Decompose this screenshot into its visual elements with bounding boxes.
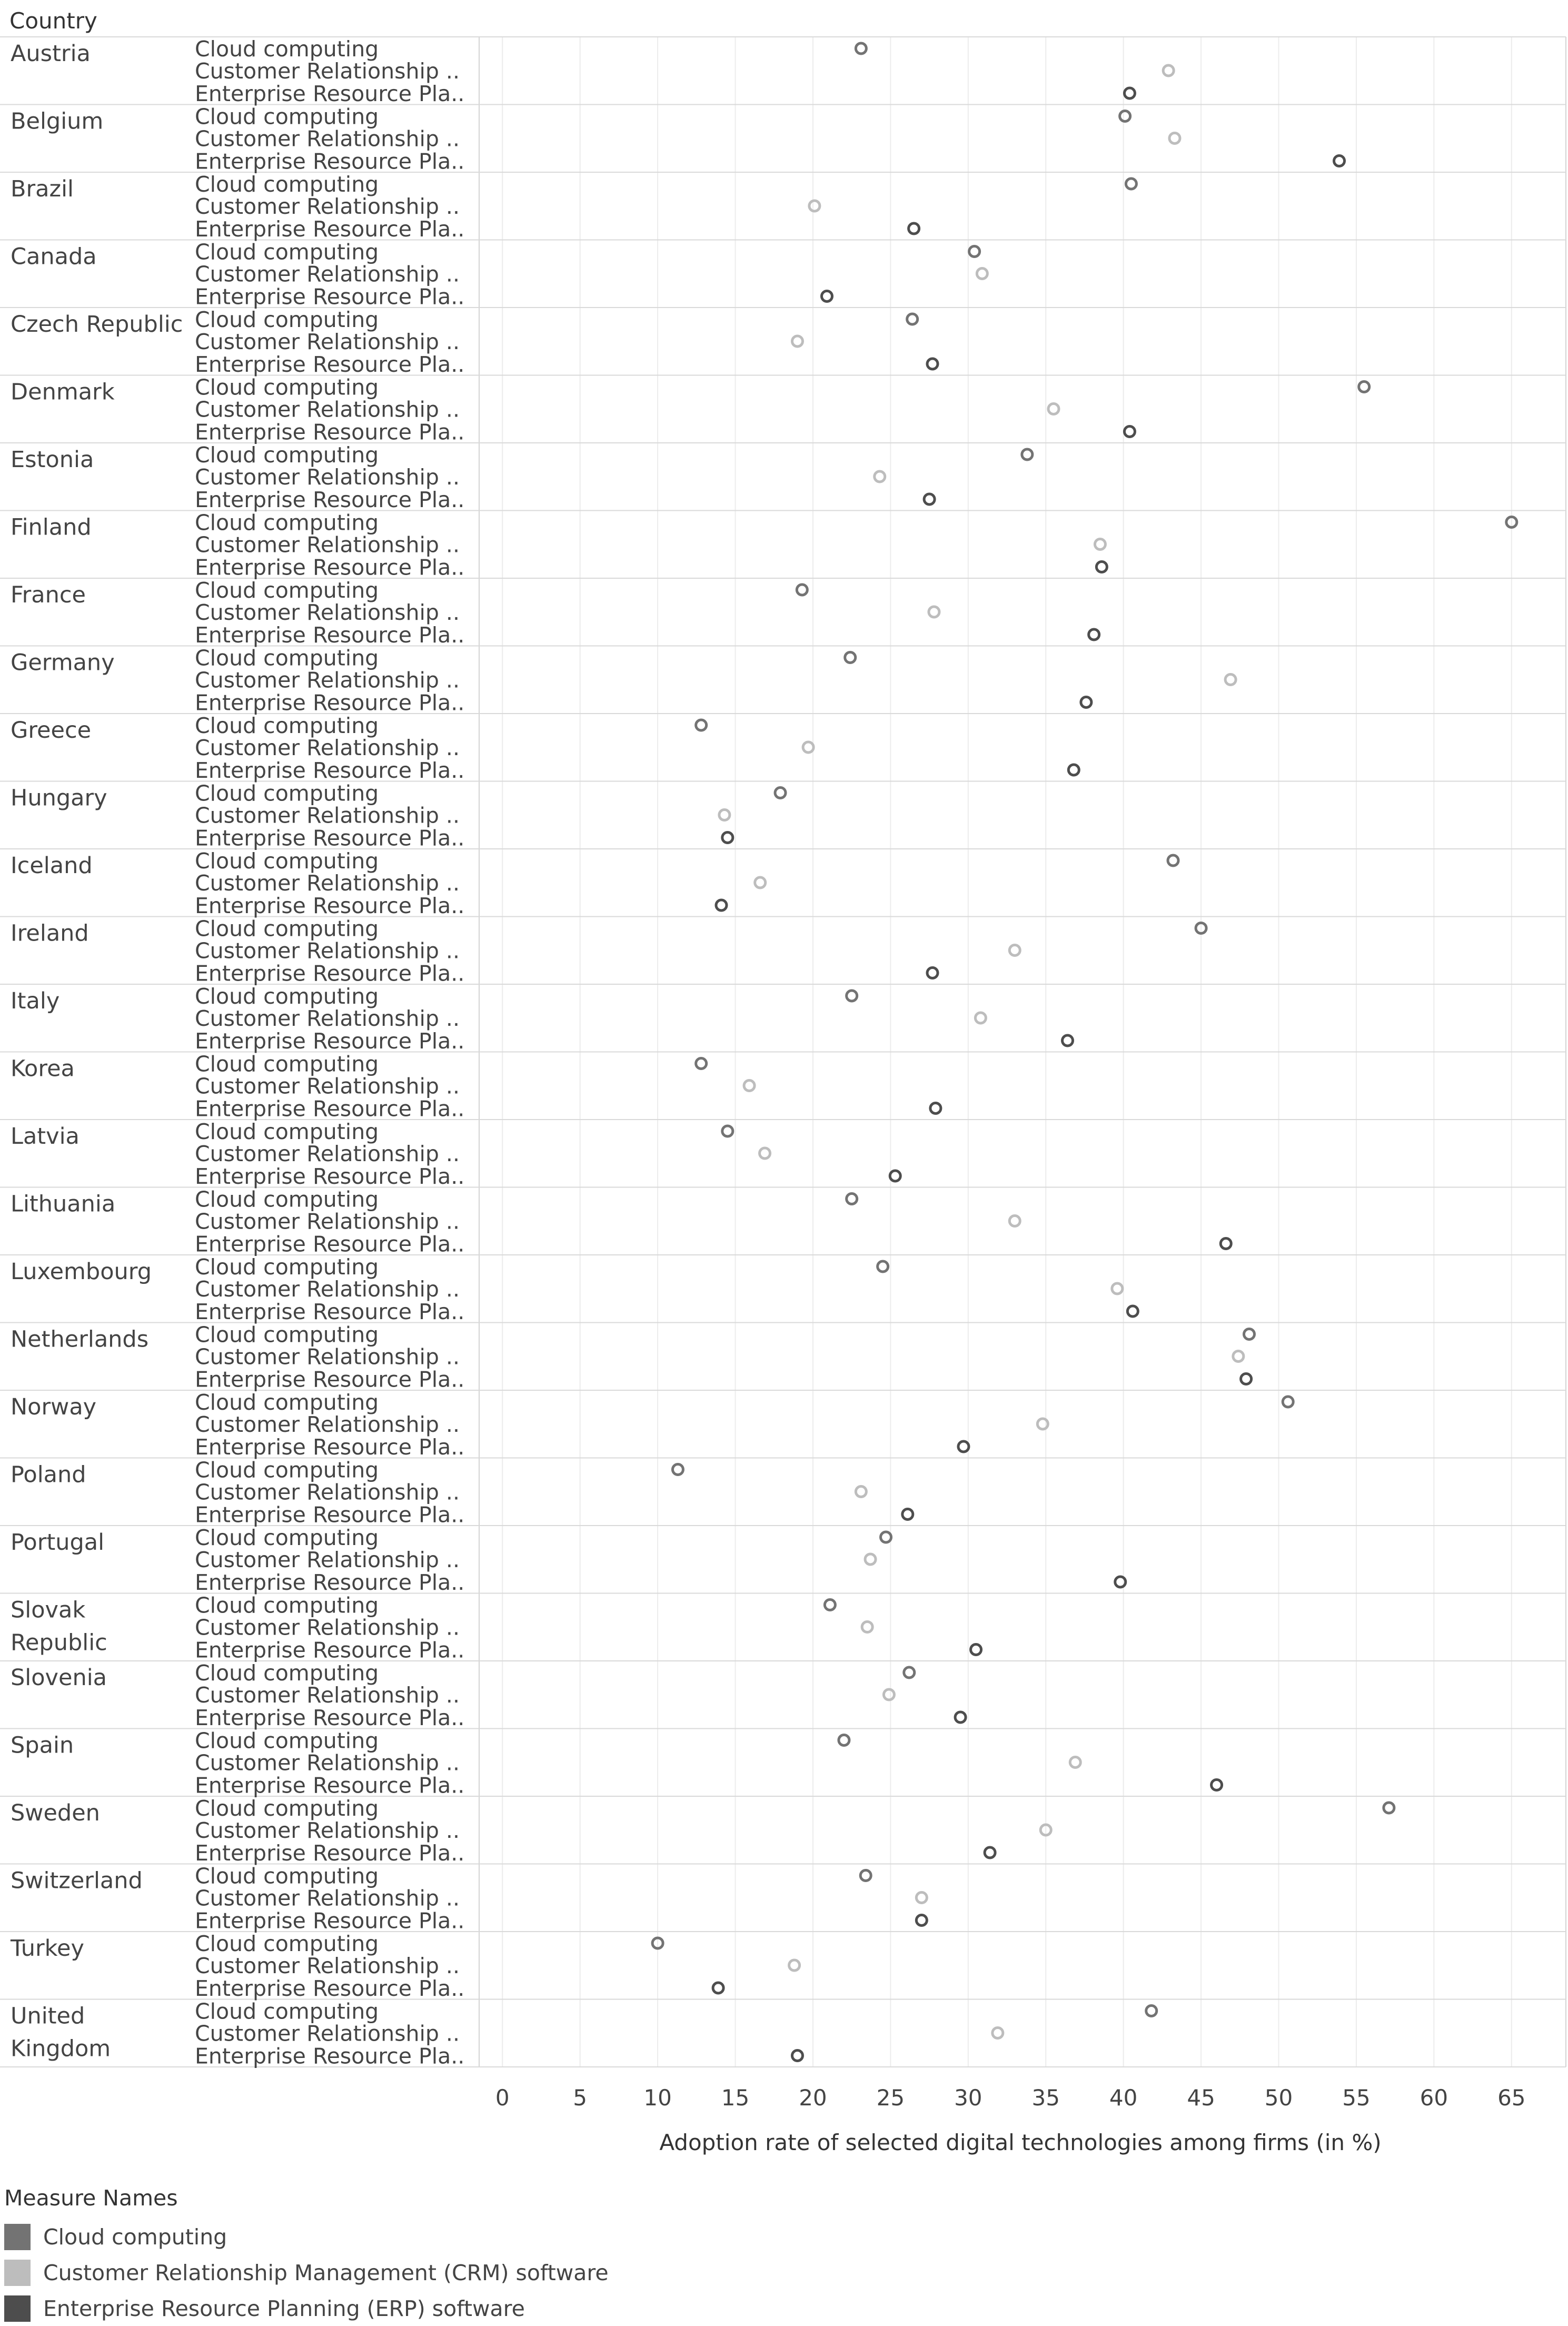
data-point-erp bbox=[902, 1509, 913, 1520]
country-label: Netherlands bbox=[11, 1326, 149, 1353]
country-label: Sweden bbox=[11, 1800, 100, 1826]
data-point-erp bbox=[1212, 1780, 1222, 1790]
data-point-cloud bbox=[797, 585, 807, 595]
data-point-crm bbox=[719, 810, 730, 820]
x-tick-label: 50 bbox=[1264, 2085, 1293, 2111]
measure-label: Enterprise Resource Pla.. bbox=[195, 1434, 465, 1460]
data-point-erp bbox=[985, 1847, 995, 1858]
data-point-crm bbox=[809, 201, 820, 211]
measure-label: Enterprise Resource Pla.. bbox=[195, 825, 465, 851]
country-label: Estonia bbox=[11, 447, 94, 473]
data-point-cloud bbox=[1126, 179, 1136, 189]
measure-label: Cloud computing bbox=[195, 36, 379, 62]
data-point-crm bbox=[977, 269, 987, 279]
legend-label-crm: Customer Relationship Management (CRM) software bbox=[43, 2260, 609, 2285]
data-point-cloud bbox=[1168, 855, 1178, 866]
measure-label: Cloud computing bbox=[195, 1728, 379, 1754]
data-point-crm bbox=[865, 1554, 876, 1565]
measure-label: Customer Relationship .. bbox=[195, 735, 460, 760]
measure-label: Enterprise Resource Pla.. bbox=[195, 1570, 465, 1595]
country-label: France bbox=[11, 582, 86, 608]
data-point-cloud bbox=[775, 788, 786, 798]
measure-label: Enterprise Resource Pla.. bbox=[195, 961, 465, 986]
measure-label: Enterprise Resource Pla.. bbox=[195, 352, 465, 377]
x-tick-label: 45 bbox=[1187, 2085, 1215, 2111]
measure-label: Customer Relationship .. bbox=[195, 464, 460, 490]
measure-label: Enterprise Resource Pla.. bbox=[195, 1705, 465, 1730]
country-label: Ireland bbox=[11, 920, 89, 947]
data-point-cloud bbox=[881, 1532, 891, 1542]
measure-label: Cloud computing bbox=[195, 713, 379, 738]
measure-label: Customer Relationship .. bbox=[195, 1141, 460, 1166]
x-tick-label: 40 bbox=[1109, 2085, 1138, 2111]
measure-label: Customer Relationship .. bbox=[195, 261, 460, 287]
data-point-crm bbox=[789, 1960, 800, 1971]
data-point-crm bbox=[1037, 1419, 1048, 1429]
measure-label: Enterprise Resource Pla.. bbox=[195, 2043, 465, 2069]
data-point-crm bbox=[755, 877, 766, 888]
measure-label: Customer Relationship .. bbox=[195, 397, 460, 422]
measure-label: Enterprise Resource Pla.. bbox=[195, 149, 465, 174]
country-label: Luxembourg bbox=[11, 1259, 152, 1285]
x-tick-label: 5 bbox=[573, 2085, 588, 2111]
data-point-cloud bbox=[825, 1600, 835, 1610]
data-point-erp bbox=[716, 900, 727, 910]
measure-label: Cloud computing bbox=[195, 1863, 379, 1889]
measure-label: Enterprise Resource Pla.. bbox=[195, 555, 465, 580]
data-point-crm bbox=[1009, 1216, 1020, 1226]
data-point-crm bbox=[1112, 1283, 1123, 1294]
data-point-cloud bbox=[860, 1870, 871, 1881]
data-point-erp bbox=[924, 494, 935, 504]
data-point-crm bbox=[929, 607, 939, 617]
data-point-erp bbox=[971, 1645, 981, 1655]
data-point-crm bbox=[792, 336, 802, 347]
data-point-erp bbox=[821, 291, 832, 302]
measure-label: Cloud computing bbox=[195, 239, 379, 265]
data-point-crm bbox=[916, 1893, 927, 1903]
measure-label: Customer Relationship .. bbox=[195, 1615, 460, 1640]
country-label: Germany bbox=[11, 649, 115, 676]
legend-label-erp: Enterprise Resource Planning (ERP) software bbox=[43, 2296, 525, 2321]
data-point-cloud bbox=[1359, 382, 1369, 392]
data-point-cloud bbox=[904, 1667, 915, 1678]
legend-item-crm bbox=[4, 2259, 609, 2287]
data-point-cloud bbox=[847, 1194, 857, 1204]
data-point-erp bbox=[955, 1712, 966, 1723]
data-point-crm bbox=[1070, 1757, 1080, 1768]
country-label: Portugal bbox=[11, 1529, 105, 1556]
measure-label: Enterprise Resource Pla.. bbox=[195, 216, 465, 242]
country-label: Greece bbox=[11, 717, 92, 744]
data-point-erp bbox=[909, 223, 919, 234]
country-label: Slovenia bbox=[11, 1665, 107, 1691]
x-tick-label: 20 bbox=[799, 2085, 827, 2111]
x-tick-label: 30 bbox=[954, 2085, 983, 2111]
measure-label: Cloud computing bbox=[195, 780, 379, 806]
data-point-cloud bbox=[847, 991, 857, 1001]
country-label: United bbox=[11, 2003, 85, 2030]
measure-label: Enterprise Resource Pla.. bbox=[195, 1502, 465, 1528]
measure-label: Customer Relationship .. bbox=[195, 1479, 460, 1505]
data-point-cloud bbox=[907, 314, 918, 324]
data-point-erp bbox=[1334, 156, 1345, 166]
data-point-crm bbox=[760, 1148, 770, 1159]
measure-label: Enterprise Resource Pla.. bbox=[195, 893, 465, 918]
measure-label: Cloud computing bbox=[195, 645, 379, 671]
country-label: Republic bbox=[11, 1629, 107, 1656]
measure-label: Enterprise Resource Pla.. bbox=[195, 758, 465, 783]
x-tick-label: 0 bbox=[495, 2085, 510, 2111]
country-label: Austria bbox=[11, 41, 91, 67]
data-point-crm bbox=[856, 1487, 866, 1497]
country-label: Lithuania bbox=[11, 1191, 116, 1218]
measure-label: Enterprise Resource Pla.. bbox=[195, 622, 465, 648]
data-point-erp bbox=[1096, 562, 1107, 572]
data-point-cloud bbox=[1244, 1329, 1254, 1340]
measure-label: Cloud computing bbox=[195, 1525, 379, 1550]
measure-label: Enterprise Resource Pla.. bbox=[195, 1840, 465, 1866]
country-label: Finland bbox=[11, 514, 92, 541]
data-point-crm bbox=[744, 1081, 755, 1091]
measure-label: Customer Relationship .. bbox=[195, 1276, 460, 1302]
measure-label: Cloud computing bbox=[195, 1931, 379, 1956]
measure-label: Enterprise Resource Pla.. bbox=[195, 81, 465, 106]
legend-swatch-crm bbox=[4, 2260, 31, 2286]
measure-label: Enterprise Resource Pla.. bbox=[195, 1164, 465, 1189]
measure-label: Enterprise Resource Pla.. bbox=[195, 419, 465, 445]
country-label: Iceland bbox=[11, 853, 93, 879]
measure-label: Cloud computing bbox=[195, 1254, 379, 1280]
data-point-cloud bbox=[672, 1464, 683, 1475]
data-point-erp bbox=[958, 1441, 969, 1452]
country-label: Slovak bbox=[11, 1597, 86, 1624]
country-label: Latvia bbox=[11, 1123, 80, 1150]
x-tick-label: 55 bbox=[1342, 2085, 1371, 2111]
x-tick-label: 65 bbox=[1497, 2085, 1526, 2111]
data-point-cloud bbox=[1120, 111, 1130, 122]
measure-label: Enterprise Resource Pla.. bbox=[195, 1908, 465, 1934]
measure-label: Customer Relationship .. bbox=[195, 194, 460, 219]
data-point-erp bbox=[927, 359, 938, 369]
measure-label: Customer Relationship .. bbox=[195, 1209, 460, 1234]
x-tick-label: 60 bbox=[1420, 2085, 1448, 2111]
measure-label: Cloud computing bbox=[195, 916, 379, 942]
measure-label: Cloud computing bbox=[195, 1457, 379, 1483]
data-point-crm bbox=[862, 1622, 872, 1632]
measure-label: Customer Relationship .. bbox=[195, 1885, 460, 1911]
data-point-cloud bbox=[1283, 1397, 1293, 1407]
data-point-crm bbox=[884, 1689, 894, 1700]
country-label: Brazil bbox=[11, 176, 74, 202]
country-label: Spain bbox=[11, 1732, 74, 1759]
data-point-crm bbox=[993, 2028, 1003, 2038]
data-point-erp bbox=[930, 1103, 941, 1114]
country-label: Turkey bbox=[11, 1935, 84, 1962]
measure-label: Enterprise Resource Pla.. bbox=[195, 1976, 465, 2001]
data-point-erp bbox=[916, 1915, 927, 1926]
measure-label: Customer Relationship .. bbox=[195, 938, 460, 964]
measure-label: Enterprise Resource Pla.. bbox=[195, 1096, 465, 1122]
country-label: Italy bbox=[11, 988, 60, 1014]
measure-label: Cloud computing bbox=[195, 1051, 379, 1077]
measure-label: Cloud computing bbox=[195, 1998, 379, 2024]
data-point-cloud bbox=[845, 652, 856, 663]
country-label: Hungary bbox=[11, 785, 107, 811]
measure-label: Customer Relationship .. bbox=[195, 667, 460, 693]
data-point-cloud bbox=[696, 720, 707, 730]
measure-label: Cloud computing bbox=[195, 1592, 379, 1618]
data-point-erp bbox=[927, 968, 938, 978]
data-point-erp bbox=[1068, 765, 1079, 775]
measure-label: Customer Relationship .. bbox=[195, 329, 460, 354]
data-point-erp bbox=[1115, 1577, 1126, 1587]
data-point-crm bbox=[1048, 404, 1059, 414]
data-point-cloud bbox=[839, 1735, 849, 1746]
legend-item-erp bbox=[4, 2295, 525, 2322]
legend-label-cloud: Cloud computing bbox=[43, 2224, 227, 2250]
measure-label: Enterprise Resource Pla.. bbox=[195, 1299, 465, 1324]
x-tick-label: 25 bbox=[876, 2085, 905, 2111]
data-point-erp bbox=[890, 1171, 900, 1181]
measure-label: Cloud computing bbox=[195, 1186, 379, 1212]
measure-label: Customer Relationship .. bbox=[195, 803, 460, 828]
data-point-erp bbox=[792, 2051, 802, 2061]
measure-label: Enterprise Resource Pla.. bbox=[195, 1637, 465, 1663]
measure-label: Customer Relationship .. bbox=[195, 126, 460, 152]
x-axis-title: Adoption rate of selected digital technologies among firms (in %) bbox=[659, 2130, 1382, 2155]
measure-label: Customer Relationship .. bbox=[195, 1073, 460, 1099]
data-point-cloud bbox=[856, 43, 866, 54]
measure-label: Cloud computing bbox=[195, 578, 379, 603]
measure-label: Cloud computing bbox=[195, 1796, 379, 1821]
measure-label: Enterprise Resource Pla.. bbox=[195, 1028, 465, 1054]
country-label: Canada bbox=[11, 243, 97, 270]
measure-label: Enterprise Resource Pla.. bbox=[195, 690, 465, 716]
measure-label: Enterprise Resource Pla.. bbox=[195, 487, 465, 512]
data-point-crm bbox=[1225, 675, 1236, 685]
data-point-erp bbox=[1124, 427, 1135, 437]
measure-label: Cloud computing bbox=[195, 442, 379, 468]
data-point-crm bbox=[875, 471, 885, 482]
data-point-crm bbox=[1163, 65, 1174, 76]
measure-label: Cloud computing bbox=[195, 374, 379, 400]
x-tick-label: 15 bbox=[721, 2085, 750, 2111]
measure-label: Cloud computing bbox=[195, 307, 379, 332]
measure-label: Customer Relationship .. bbox=[195, 1818, 460, 1843]
measure-label: Customer Relationship .. bbox=[195, 58, 460, 84]
measure-label: Customer Relationship .. bbox=[195, 1006, 460, 1031]
measure-label: Customer Relationship .. bbox=[195, 2021, 460, 2046]
measure-label: Enterprise Resource Pla.. bbox=[195, 1231, 465, 1257]
measure-label: Customer Relationship .. bbox=[195, 532, 460, 558]
measure-label: Cloud computing bbox=[195, 1660, 379, 1686]
data-point-erp bbox=[1124, 88, 1135, 98]
data-point-cloud bbox=[1146, 2006, 1157, 2016]
measure-label: Enterprise Resource Pla.. bbox=[195, 1367, 465, 1392]
data-point-erp bbox=[1220, 1239, 1231, 1249]
measure-label: Cloud computing bbox=[195, 1390, 379, 1415]
country-label: Poland bbox=[11, 1461, 86, 1488]
data-point-erp bbox=[1081, 697, 1091, 708]
measure-label: Cloud computing bbox=[195, 1119, 379, 1144]
column-header: Country bbox=[9, 8, 97, 34]
legend-swatch-erp bbox=[4, 2295, 31, 2322]
measure-label: Customer Relationship .. bbox=[195, 1750, 460, 1776]
data-point-erp bbox=[1063, 1035, 1073, 1046]
x-tick-label: 35 bbox=[1031, 2085, 1060, 2111]
data-point-cloud bbox=[1384, 1803, 1394, 1813]
data-point-cloud bbox=[696, 1058, 707, 1069]
legend-swatch-cloud bbox=[4, 2224, 31, 2250]
data-point-erp bbox=[1241, 1374, 1252, 1384]
data-point-erp bbox=[713, 1983, 723, 1993]
country-label: Switzerland bbox=[11, 1867, 143, 1894]
data-point-crm bbox=[1169, 133, 1180, 144]
measure-label: Enterprise Resource Pla.. bbox=[195, 284, 465, 310]
measure-label: Customer Relationship .. bbox=[195, 1344, 460, 1370]
measure-label: Customer Relationship .. bbox=[195, 600, 460, 625]
country-label: Kingdom bbox=[11, 2035, 111, 2062]
measure-label: Enterprise Resource Pla.. bbox=[195, 1773, 465, 1798]
data-point-cloud bbox=[969, 246, 980, 257]
data-point-cloud bbox=[1022, 449, 1033, 460]
country-label: Norway bbox=[11, 1394, 97, 1420]
data-point-erp bbox=[722, 833, 733, 843]
legend-item-cloud bbox=[4, 2223, 227, 2251]
measure-label: Cloud computing bbox=[195, 510, 379, 536]
data-point-crm bbox=[975, 1013, 986, 1023]
measure-label: Customer Relationship .. bbox=[195, 870, 460, 896]
legend-title: Measure Names bbox=[4, 2185, 178, 2211]
country-label: Denmark bbox=[11, 379, 115, 405]
data-point-crm bbox=[803, 742, 813, 753]
data-point-cloud bbox=[878, 1261, 888, 1272]
data-point-cloud bbox=[722, 1126, 733, 1136]
country-label: Czech Republic bbox=[11, 311, 183, 338]
measure-label: Customer Relationship .. bbox=[195, 1412, 460, 1437]
data-point-crm bbox=[1095, 539, 1105, 550]
measure-label: Customer Relationship .. bbox=[195, 1682, 460, 1708]
data-point-erp bbox=[1127, 1306, 1138, 1317]
country-label: Korea bbox=[11, 1055, 75, 1082]
measure-label: Cloud computing bbox=[195, 172, 379, 197]
measure-label: Cloud computing bbox=[195, 984, 379, 1009]
measure-label: Cloud computing bbox=[195, 848, 379, 874]
measure-label: Cloud computing bbox=[195, 1322, 379, 1348]
measure-label: Customer Relationship .. bbox=[195, 1953, 460, 1978]
data-point-crm bbox=[1233, 1351, 1244, 1362]
country-label: Belgium bbox=[11, 108, 104, 135]
measure-label: Customer Relationship .. bbox=[195, 1547, 460, 1572]
x-tick-label: 10 bbox=[643, 2085, 672, 2111]
data-point-crm bbox=[1009, 945, 1020, 956]
data-point-erp bbox=[1089, 629, 1099, 640]
measure-label: Cloud computing bbox=[195, 104, 379, 130]
